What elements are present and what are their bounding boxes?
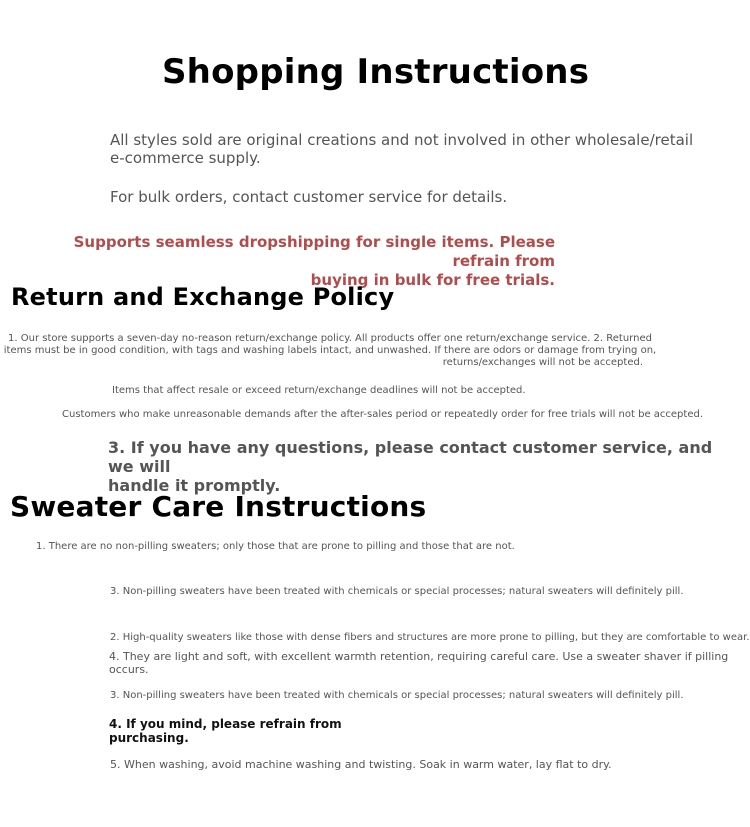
return-policy-line-2: Items that affect resale or exceed return/exchange deadlines will not be accepted. xyxy=(112,385,526,396)
sweater-care-item-2: 3. Non-pilling sweaters have been treated with chemicals or special processes; natural sweaters will definitely pill. xyxy=(110,586,684,597)
dropshipping-notice xyxy=(50,233,555,289)
return-policy-title: Return and Exchange Policy xyxy=(11,283,395,311)
sweater-care-item-6 xyxy=(109,717,342,746)
sweater-care-item-4-line-2: occurs. xyxy=(109,662,149,676)
sweater-care-item-6-line-2: purchasing. xyxy=(109,731,189,746)
dropshipping-notice-line-1: Supports seamless dropshipping for single items. Please refrain from xyxy=(73,233,555,270)
shopping-paragraph-1-line-1: All styles sold are original creations and not involved in other wholesale/retail xyxy=(110,131,694,149)
return-policy-para1-line-1: 1. Our store supports a seven-day no-reason return/exchange policy. All products offer one return/exchange service. 2. Returned xyxy=(8,333,652,344)
return-policy-contact xyxy=(108,438,733,496)
sweater-care-item-7: 5. When washing, avoid machine washing and twisting. Soak in warm water, lay flat to dry. xyxy=(110,758,612,771)
dropshipping-notice-line-2: buying in bulk for free trials. xyxy=(310,270,555,289)
shopping-paragraph-1-line-2: e-commerce supply. xyxy=(110,149,261,167)
sweater-care-item-5: 3. Non-pilling sweaters have been treated with chemicals or special processes; natural sweaters will definitely pill. xyxy=(110,690,684,701)
return-policy-contact-line-2: handle it promptly. xyxy=(108,476,281,496)
sweater-care-item-6-line-1: 4. If you mind, please refrain from xyxy=(109,717,342,731)
return-policy-contact-line-1: 3. If you have any questions, please contact customer service, and we will xyxy=(108,438,713,477)
return-policy-paragraph-1 xyxy=(0,333,660,369)
shopping-paragraph-1 xyxy=(110,131,720,167)
sweater-care-item-1: 1. There are no non-pilling sweaters; only those that are prone to pilling and those that are not. xyxy=(36,541,515,552)
sweater-care-item-3: 2. High-quality sweaters like those with dense fibers and structures are more prone to pilling, but they are comfortable to wear. xyxy=(110,632,750,643)
shopping-instructions-title: Shopping Instructions xyxy=(162,52,590,92)
return-policy-line-3: Customers who make unreasonable demands after the after-sales period or repeatedly order for free trials will not be accepted. xyxy=(62,409,703,420)
sweater-care-title: Sweater Care Instructions xyxy=(10,490,427,523)
shopping-paragraph-2: For bulk orders, contact customer service for details. xyxy=(110,188,508,206)
sweater-care-item-4-line-1: 4. They are light and soft, with excellent warmth retention, requiring careful care. Use a sweater shaver if pilling xyxy=(109,650,729,663)
return-policy-para1-line-2: items must be in good condition, with tags and washing labels intact, and unwashed. If there are odors or damage from trying on, xyxy=(3,345,657,356)
sweater-care-item-4 xyxy=(109,651,734,676)
return-policy-para1-line-3: returns/exchanges will not be accepted. xyxy=(442,357,643,368)
